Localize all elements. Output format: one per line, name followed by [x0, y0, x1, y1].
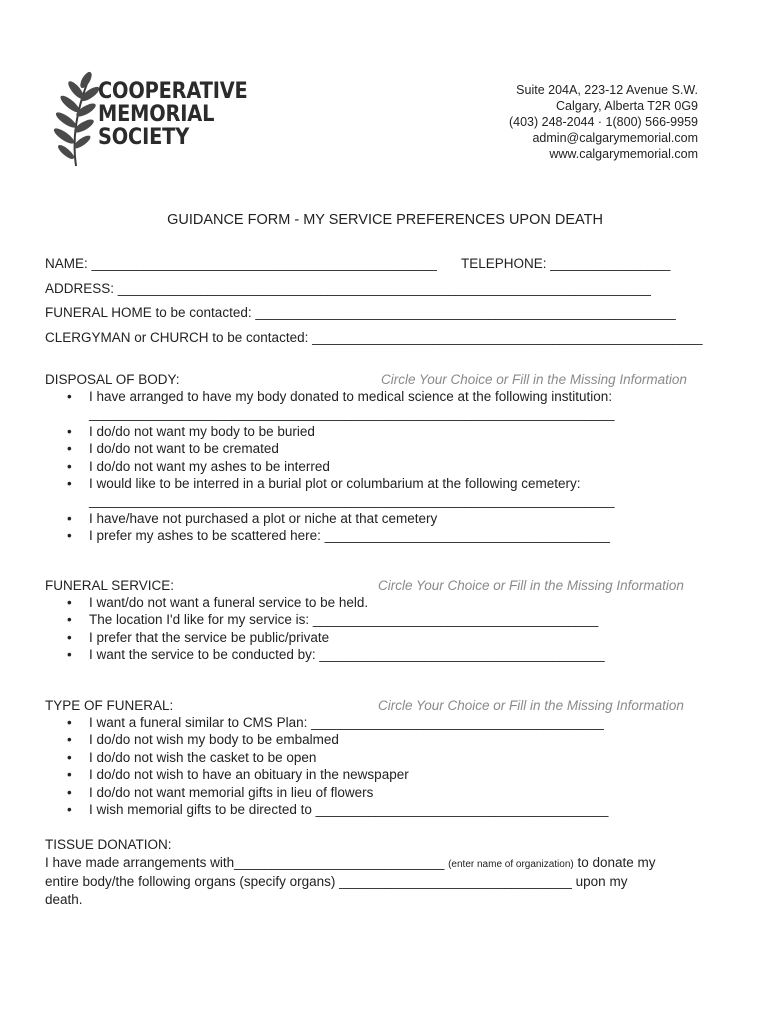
- society-logo: [46, 70, 246, 170]
- fill-in-line[interactable]: ______________________________________________________________________: [89, 493, 615, 509]
- fill-in-line[interactable]: ______________________________________________________________________: [89, 406, 615, 422]
- funeral-service-list: [62, 594, 605, 664]
- bullet-icon: •: [67, 629, 72, 645]
- list-item[interactable]: • I want/do not want a funeral service to be held.: [67, 595, 369, 610]
- address-phone: (403) 248-2044 · 1(800) 566-9959: [508, 115, 698, 129]
- bullet-icon: •: [67, 784, 72, 800]
- disposal-list: [62, 388, 615, 545]
- logo-line-3: SOCIETY: [98, 125, 190, 150]
- bullet-icon: •: [67, 595, 72, 610]
- list-item[interactable]: • I do/do not wish my body to be embalmed: [67, 732, 339, 748]
- type-of-funeral-heading: TYPE OF FUNERAL:: [45, 698, 174, 713]
- list-item[interactable]: • I prefer my ashes to be scattered here: ______________________________________: [67, 528, 610, 544]
- address-line-2: Calgary, Alberta T2R 0G9: [556, 99, 698, 113]
- tissue-donation-section: [45, 836, 656, 908]
- funeral-service-note: Circle Your Choice or Fill in the Missing Information: [378, 578, 684, 593]
- list-item[interactable]: • I do/do not want my body to be buried: [67, 423, 315, 439]
- bullet-icon: •: [67, 732, 72, 748]
- tissue-line-3: death.: [45, 891, 83, 907]
- bullet-icon: •: [67, 715, 72, 730]
- tissue-line-1[interactable]: I have made arrangements with____________________________ (enter name of organization) to donate my: [45, 854, 656, 870]
- bullet-icon: •: [67, 612, 72, 628]
- list-item[interactable]: • I want the service to be conducted by: ______________________________________: [67, 647, 605, 663]
- address-website: www.calgarymemorial.com: [549, 147, 698, 161]
- list-item[interactable]: • I do/do not wish to have an obituary in the newspaper: [67, 767, 409, 783]
- name-field[interactable]: NAME: ______________________________________________: [45, 256, 437, 271]
- logo-wordmark: [98, 80, 248, 149]
- tissue-heading: TISSUE DONATION:: [45, 837, 172, 852]
- form-title: GUIDANCE FORM - MY SERVICE PREFERENCES UPON DEATH: [167, 212, 603, 228]
- tissue-line-2[interactable]: entire body/the following organs (specify organs) _______________________________ upon my: [45, 874, 628, 889]
- funeral-service-heading: FUNERAL SERVICE:: [45, 578, 175, 593]
- contact-address-block: [509, 82, 698, 162]
- bullet-icon: •: [67, 475, 72, 491]
- list-item[interactable]: • I have/have not purchased a plot or niche at that cemetery: [67, 510, 438, 526]
- bullet-icon: •: [67, 801, 72, 817]
- bullet-icon: •: [67, 528, 72, 544]
- logo-line-1: COOPERATIVE: [98, 79, 248, 104]
- bullet-icon: •: [67, 389, 72, 404]
- list-item[interactable]: • I do/do not want my ashes to be interred: [67, 458, 330, 474]
- address-field[interactable]: ADDRESS: _______________________________________________________________________: [45, 281, 651, 296]
- list-item[interactable]: • I do/do not want memorial gifts in lieu of flowers: [67, 784, 374, 800]
- bullet-icon: •: [67, 767, 72, 783]
- telephone-field[interactable]: TELEPHONE: ________________: [461, 256, 671, 271]
- funeral-home-field[interactable]: FUNERAL HOME to be contacted: ________________________________________________________: [45, 305, 676, 320]
- bullet-icon: •: [67, 510, 72, 526]
- bullet-icon: •: [67, 749, 72, 765]
- list-item[interactable]: • I want a funeral similar to CMS Plan: _______________________________________: [67, 715, 604, 730]
- address-email: admin@calgarymemorial.com: [532, 131, 698, 145]
- clergy-field[interactable]: CLERGYMAN or CHURCH to be contacted: ____________________________________________________: [45, 330, 703, 345]
- disposal-heading: DISPOSAL OF BODY:: [45, 372, 180, 387]
- bullet-icon: •: [67, 423, 72, 439]
- list-item[interactable]: • I do/do not want to be cremated: [67, 441, 279, 457]
- list-item[interactable]: • I would like to be interred in a burial plot or columbarium at the following cemetery:: [67, 475, 581, 491]
- bullet-icon: •: [67, 458, 72, 474]
- organization-hint: (enter name of organization): [448, 858, 574, 870]
- address-line-1: Suite 204A, 223-12 Avenue S.W.: [516, 83, 698, 97]
- list-item[interactable]: • I wish memorial gifts to be directed to _______________________________________: [67, 801, 609, 817]
- logo-line-2: MEMORIAL: [98, 102, 215, 127]
- list-item[interactable]: • I do/do not wish the casket to be open: [67, 749, 317, 765]
- list-item[interactable]: • I have arranged to have my body donated to medical science at the following institution:: [67, 389, 613, 404]
- bullet-icon: •: [67, 441, 72, 457]
- bullet-icon: •: [67, 647, 72, 663]
- olive-branch-icon: [46, 70, 106, 170]
- type-of-funeral-list: [62, 714, 608, 818]
- list-item[interactable]: • The location I'd like for my service is: ______________________________________: [67, 612, 599, 628]
- type-of-funeral-note: Circle Your Choice or Fill in the Missing Information: [378, 698, 684, 713]
- disposal-note: Circle Your Choice or Fill in the Missing Information: [381, 372, 687, 387]
- list-item[interactable]: • I prefer that the service be public/private: [67, 629, 330, 645]
